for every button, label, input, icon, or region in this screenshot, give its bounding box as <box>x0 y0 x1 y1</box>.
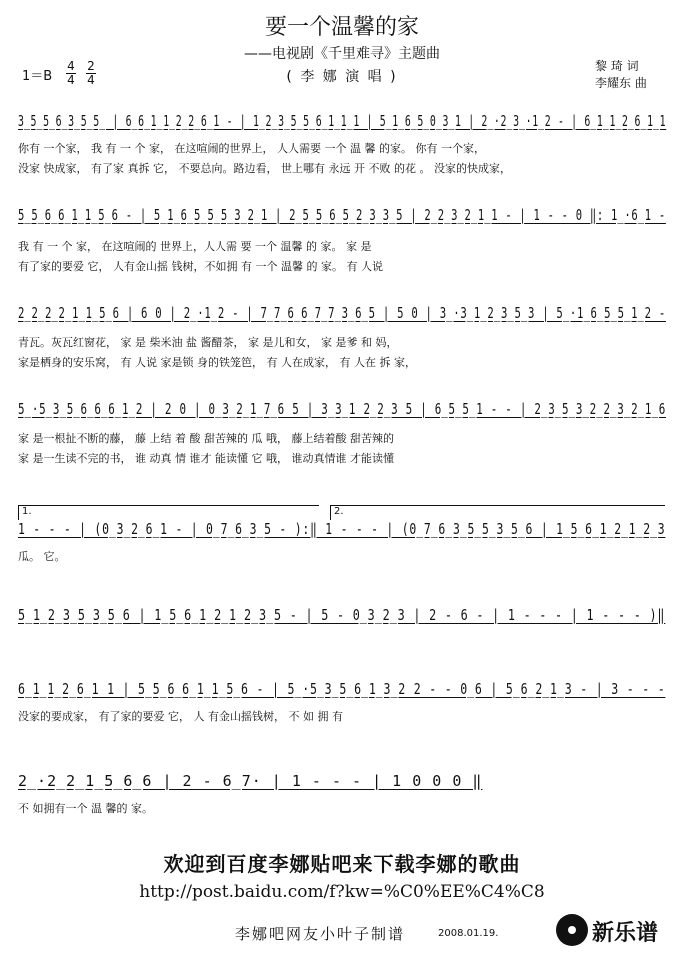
lyric-line: 家 是一生读不完的书， 谁 动真 情 谁才 能读懂 它 哦， 谁动真情谁 才能读懂 <box>18 452 394 465</box>
score-date: 2008.01.19. <box>438 928 499 939</box>
volta-bracket-2: 2. <box>330 505 665 520</box>
lyricist-credit: 黎 琦 词 <box>595 59 639 73</box>
lyric-line: 瓜。 它。 <box>18 550 66 563</box>
record-disc-icon <box>556 914 588 946</box>
notation-line: 5̲1̲2̲3̲5̲3̲5̲6 | 1̲5̲6̲1̲2̲1̲2̲3̲5 - | 5 - 0̲3̲2̲3 | 2 - 6 - | 1 - - - | 1 - - - )‖ <box>18 606 666 624</box>
volta-bracket-1: 1. <box>18 505 319 520</box>
lyric-line: 有了家的要爱 它， 人有金山摇 钱树，不如拥 有 一个 温馨 的 家。 有 人说 <box>18 260 383 273</box>
composer-credit: 李耀东 曲 <box>595 76 647 90</box>
notation-line: 2̲·2̲2̲1̲5̲6̲6 | 2 - 6̲7· | 1 - - - | 1 0 0 0 ‖ <box>18 772 483 790</box>
notation-line: 5̲·5̲3̲5̲6̲6̲6̲1̲2 | 2 0 | 0̲3̲2̲1̲7̲6 5 | 3̲3̲1 2̲2̲3 5 | 6̲5̲5̲1 - - | 2̲3̲5̲3̲2̲2̲3̲2̲1̲6 <box>18 400 667 418</box>
lyric-line: 家是栖身的安乐窝， 有 人说 家是锁 身的铁笼笆， 有 人在成家， 有 人在 拆 家， <box>18 356 416 369</box>
song-title: 要一个温馨的家 <box>264 15 419 40</box>
lyric-line: 不 如拥有一个 温 馨的 家。 <box>18 802 153 815</box>
logo-text: 新乐谱 <box>592 921 659 946</box>
notation-line: 6̲1̲1̲2̲6̲1 1 | 5̲5̲6̲6̲1̲1̲5̲6 - | 5̲·5̲3̲5̲6̲1̲3̲2 2 - - 0̲6 | 5̲6̲2̲1̲3 - | 3 - - - <box>18 680 666 698</box>
notation-line: 5̲5̲6̲6̲1̲1̲5̲6 - | 5̲1̲6̲5̲5̲5̲3̲2̲1 | 2̲5̲5̲6̲5̲2̲3̲3̲5 | 2̲2̲3̲2̲1̲1 - | 1 - - 0 ‖: 1̲·6̲1 - <box>18 206 666 224</box>
lyric-line: 没家 快成家， 有了家 真拆 它， 不要总向。路边看， 世上哪有 永远 开 不败 的花 。 没家的快成家， <box>18 162 511 175</box>
time-signature-2: 2 4 <box>87 59 95 87</box>
site-logo <box>556 914 674 948</box>
time-signature-1: 4 4 <box>67 59 75 87</box>
notation-line: 2̲2̲2̲2̲1̲1̲5̲6 | 6 0 | 2̲·1̲2 - | 7̲7̲6̲6̲7̲7̲3̲6̲5 | 5 0 | 3̲·3̲1̲2̲3̲5̲3 | 5̲·1̲6̲5̲5̲1̲2 - <box>18 304 666 322</box>
singer-credit: ( 李 娜 演 唱 ) <box>286 69 398 85</box>
lyric-line: 青瓦。灰瓦红窗花， 家 是 柴米油 盐 酱醋茶， 家 是儿和女， 家 是爹 和 妈， <box>18 336 398 349</box>
notation-line: 1 - - - | (0̲3̲2̲6̲1 - | 0̲7̲6̲3̲5 - ):‖ 1 - - - | (0̲7̲6̲3̲5̲5̲3̲5̲6 | 1̲5̲6̲1̲2̲1̲2̲3 <box>18 520 666 538</box>
lyric-line: 你有 一个家， 我 有 一 个 家， 在这喧闹的世界上， 人人需要 一个 温 馨 的家。 你有 一个家， <box>18 142 485 155</box>
lyric-line: 没家的要成家， 有了家的要爱 它， 人 有金山摇钱树， 不 如 拥 有 <box>18 710 343 723</box>
source-url[interactable]: http://post.baidu.com/f?kw=%C0%EE%C4%C8 <box>139 882 545 902</box>
score-maker: 李娜吧网友小叶子制谱 <box>235 925 406 943</box>
download-headline: 欢迎到百度李娜贴吧来下载李娜的歌曲 <box>163 852 521 876</box>
notation-line: 3̲5̲5̲6̲3̲5̲5̲ | 6̲6̲1̲1̲2̲2̲6̲1 - | 1̲2̲3̲5̲5̲6̲1̲1̲1 | 5̲1̲6̲5̲0̲3̲1 | 2̲·2̲3̲·1̲2 - | 6̲1̲1̲2̲6̲1̲1 <box>18 112 667 130</box>
key-signature: 1＝B <box>22 69 53 84</box>
lyric-line: 家 是一根扯不断的藤， 藤 上结 着 酸 甜苦辣的 瓜 哦， 藤上结着酸 甜苦辣的 <box>18 432 394 445</box>
lyric-line: 我 有 一 个 家， 在这喧闹的 世界上，人人需 要 一个 温馨 的 家。 家 是 <box>18 240 372 253</box>
song-subtitle: ——电视剧《千里难寻》主题曲 <box>244 46 440 62</box>
